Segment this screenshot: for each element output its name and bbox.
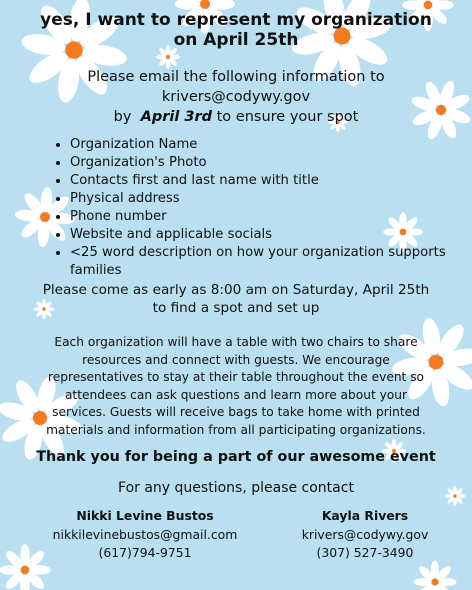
contact-phone[interactable]: (617)794-9751 (98, 545, 192, 560)
contact-card (280, 507, 450, 563)
deadline-date: April 3rd (140, 109, 213, 125)
info-line: materials and information from all participating organizations. (46, 422, 426, 437)
questions-line: For any questions, please contact (118, 480, 354, 496)
contact-phone[interactable]: (307) 527-3490 (316, 545, 414, 560)
arrival-instructions (0, 281, 472, 317)
thank-you-heading: Thank you for being a part of our awesome event (36, 449, 436, 465)
list-item: • Website and applicable socials (70, 226, 470, 244)
contact-email[interactable]: krivers@codywy.gov (301, 526, 429, 542)
list-item: • Organization's Photo (70, 154, 470, 172)
list-item: • Organization Name (70, 136, 470, 154)
info-line: services. Guests will receive bags to take home with printed (52, 405, 420, 419)
contact-card (40, 507, 250, 563)
page-title (0, 10, 472, 50)
event-info-paragraph (0, 334, 472, 439)
intro-line: Please email the following information to (87, 69, 385, 85)
info-line: resources and connect with guests. We encourage (82, 352, 390, 367)
list-item: • Phone number (70, 208, 470, 226)
info-line: representatives to stay at their table throughout the event so (47, 370, 425, 384)
list-item: • Contacts first and last name with title (70, 172, 470, 190)
deadline-prefix: by (113, 109, 132, 125)
title-line: on April 25th (173, 30, 299, 50)
arrival-line: Please come as early as 8:00 am on Saturday, April 25th (42, 282, 430, 298)
deadline-suffix: to ensure your spot (216, 109, 359, 125)
list-item: • <25 word description on how your organization supports families (70, 244, 470, 280)
title-line: yes, I want to represent my organization (40, 10, 432, 30)
list-item: • Physical address (70, 190, 470, 208)
requirements-list (48, 136, 470, 280)
contact-name: Kayla Rivers (321, 508, 409, 523)
info-line: attendees can ask questions and learn more about your (64, 387, 408, 402)
contact-email[interactable]: nikkilevinebustos@gmail.com (52, 526, 238, 542)
info-line: Each organization will have a table with two chairs to share (54, 335, 418, 349)
email-instructions (0, 67, 472, 127)
contact-email-link[interactable]: krivers@codywy.gov (161, 89, 311, 105)
contact-name: Nikki Levine Bustos (76, 508, 214, 523)
arrival-line: to find a spot and set up (152, 300, 320, 316)
deadline-line (0, 107, 472, 127)
